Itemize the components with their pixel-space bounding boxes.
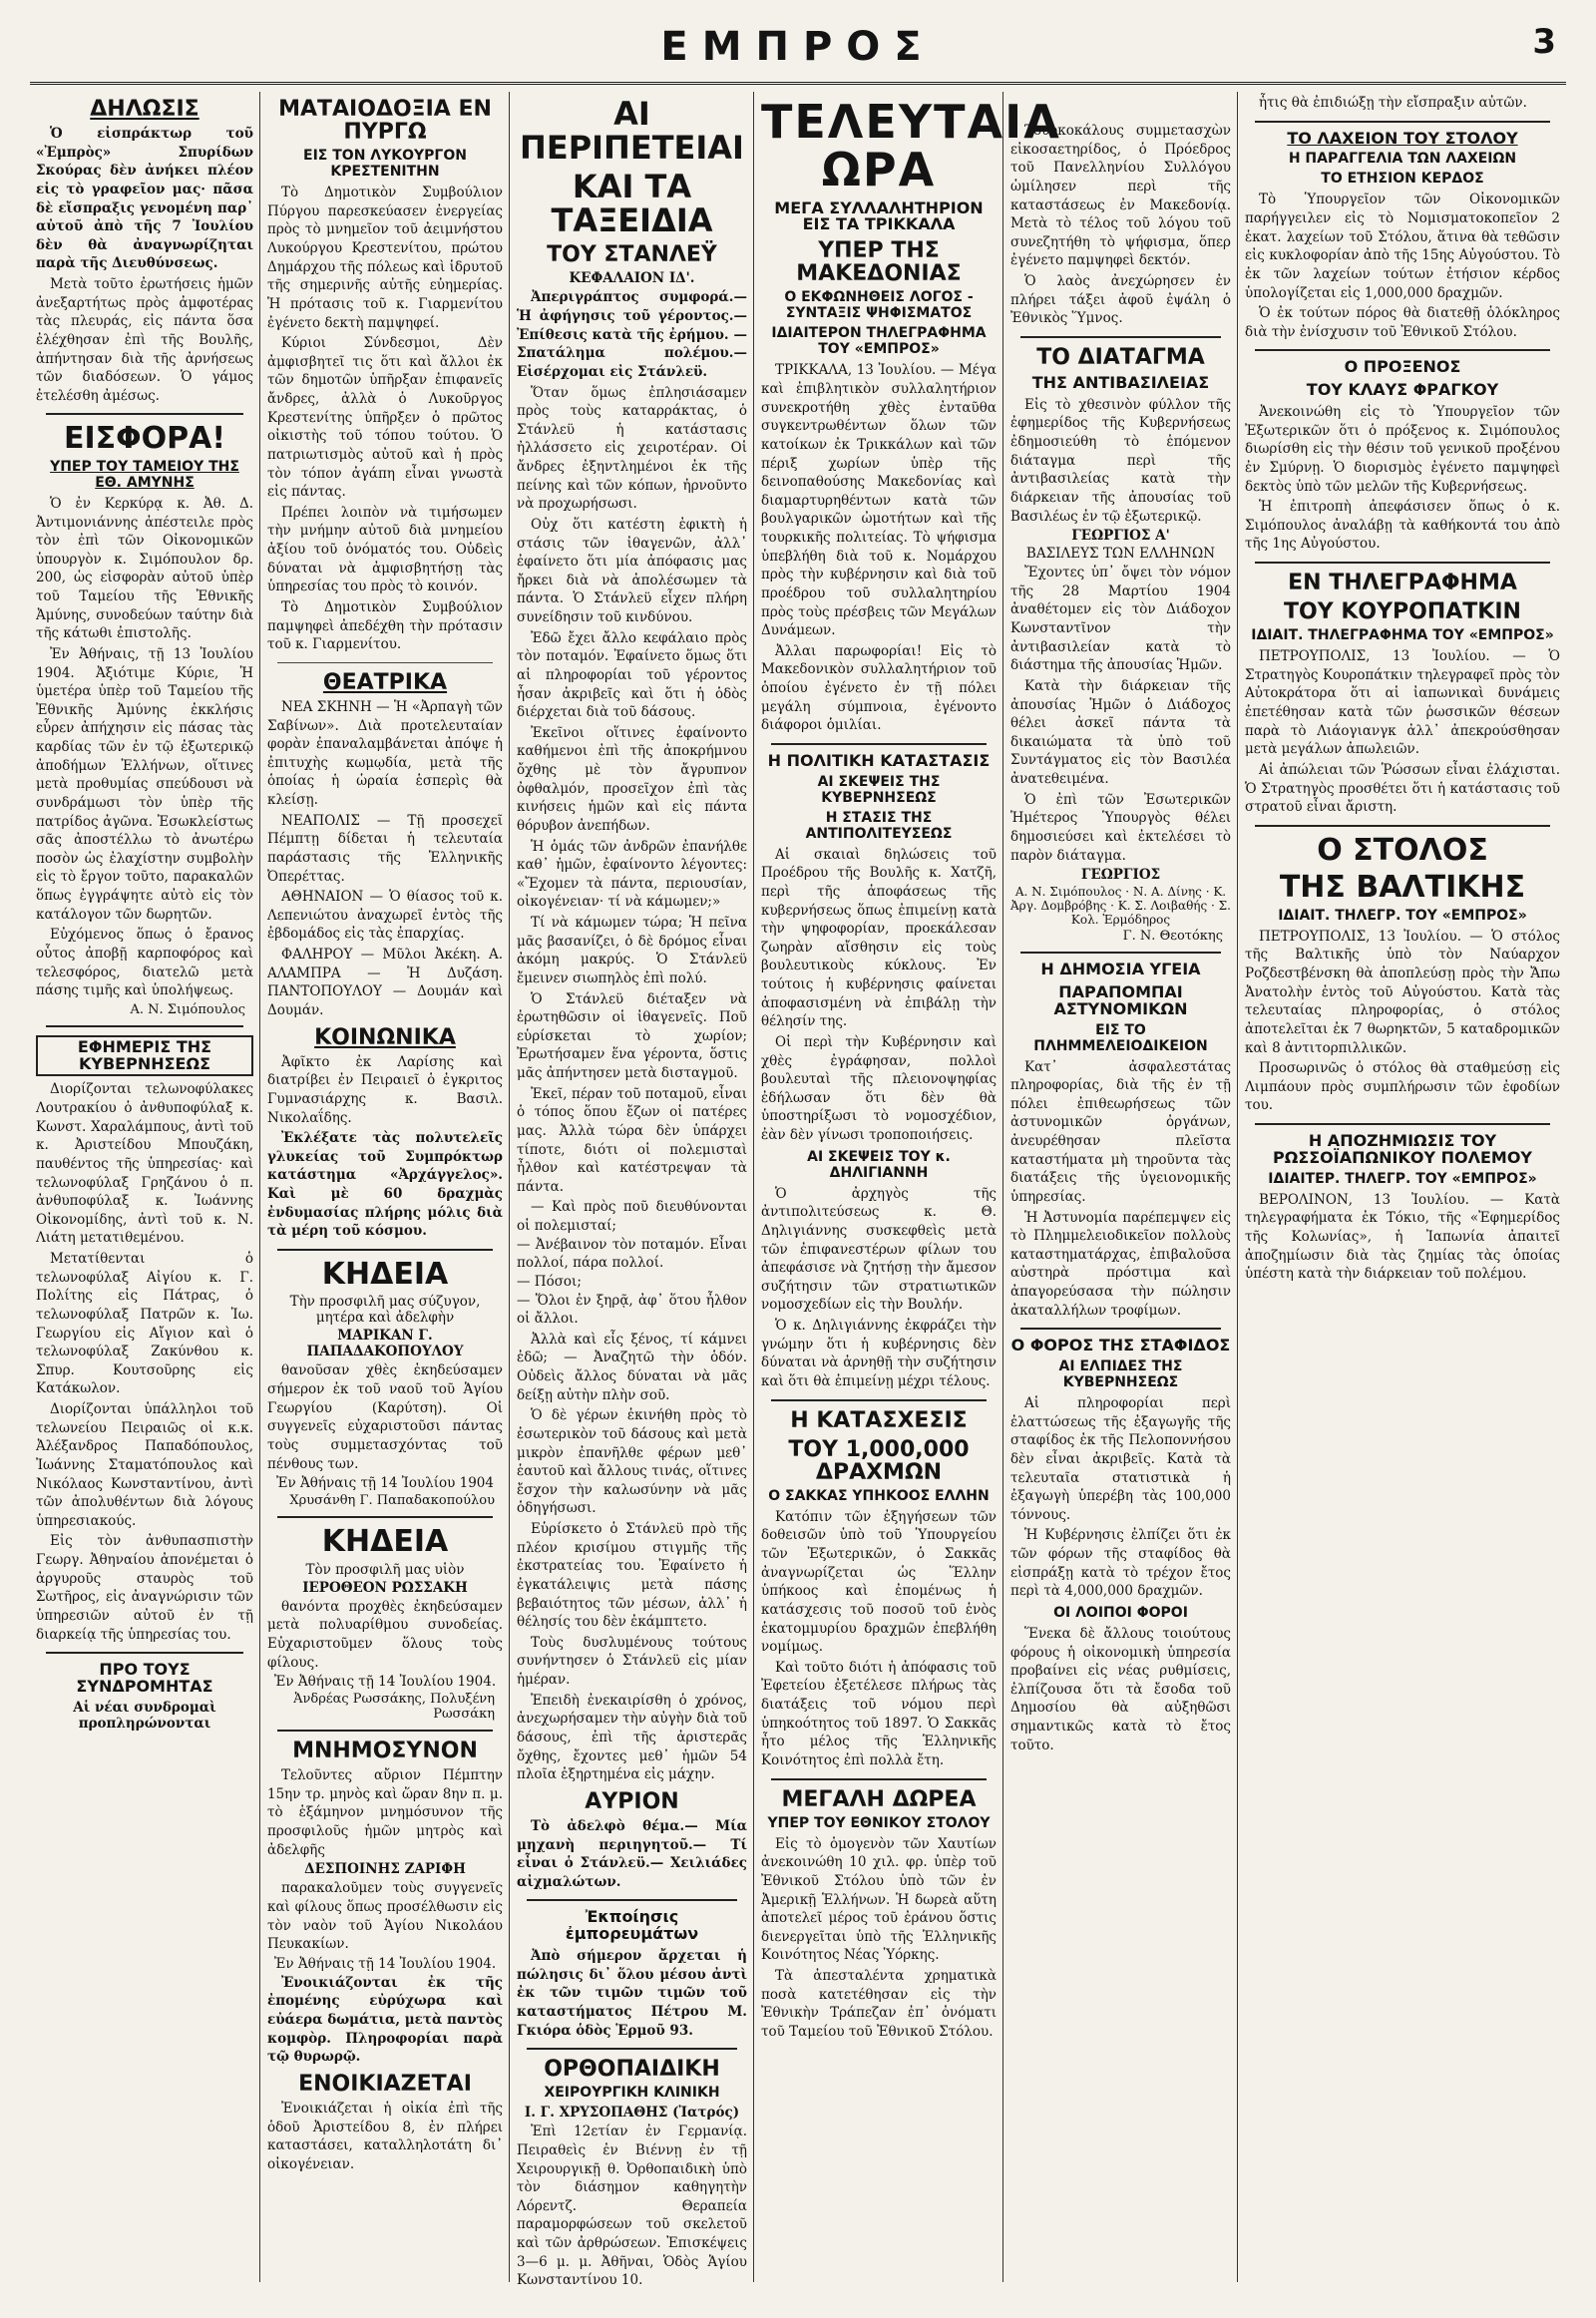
article-paragraph: Κατ᾽ ἀσφαλεστάτας πληροφορίας, διὰ τῆς ἐν τῇ πόλει ἐπιθεωρήσεως τῶν ἀστυνομικῶν ὀργάνων, ἀνευρέθησαν πλεῖστα καταστήματα μὴ τηροῦντα τὰς διατάξεις τῆς ὑγειονομικῆς ὑπηρεσίας. (1010, 1058, 1231, 1205)
separator (277, 1249, 493, 1251)
separator (46, 1025, 243, 1027)
article-paragraph: Ὁ Στάνλεϋ διέταξεν νὰ ἐρωτηθῶσιν οἱ ἰθαγενεῖς. Ποῦ εὑρίσκεται τὸ χωρίον; Ἐρωτήσαμεν ἕνα γέροντα, ὅστις μᾶς ἀπήντησεν μετὰ δισταγμοῦ. (517, 990, 747, 1082)
article-paragraph: Τουρκοκάλους συμμετασχὼν εἰκοσαετηρίδος, ὁ Πρόεδρος τοῦ Πανελληνίου Συλλόγου ὡμίλησεν περὶ τῆς καταστάσεως ἐν Μακεδονίᾳ. Μετὰ τὸ τέλος τοῦ λόγου τοῦ συνεζητήθη τὸ ψήφισμα, ὅπερ ἐγένετο παμψηφεὶ δεκτόν. (1010, 123, 1231, 269)
police-referrals-heading: ΠΑΡΑΠΟΜΠΑΙ ΑΣΤΥΝΟΜΙΚΩΝ (1053, 981, 1188, 1018)
funeral-date: Ἐν Ἀθήναις τῇ 14 Ἰουλίου 1904. (273, 1674, 497, 1691)
separator (1020, 1328, 1221, 1330)
lottery-heading: ΤΟ ΛΑΧΕΙΟΝ ΤΟΥ ΣΤΟΛΟΥ (1287, 128, 1518, 148)
memorial-text: παρακαλοῦμεν τοὺς συγγενεῖς καὶ φίλους ὅπως προσέλθωσιν εἰς τὸν ναὸν τοῦ Ἁγίου Νικολάου Πευκακίων. (267, 1880, 503, 1953)
serial-heading: ΤΟΥ ΣΤΑΝΛΕΫ (547, 242, 717, 268)
court-subheading: ΕΙΣ ΤΟ ΠΛΗΜΜΕΛΕΙΟΔΙΚΕΙΟΝ (1033, 1021, 1208, 1054)
contribution-subheading: ΥΠΕΡ ΤΟΥ ΤΑΜΕΙΟΥ ΤΗΣ ΕΘ. ΑΜΥΝΗΣ (50, 458, 239, 491)
separator (771, 743, 987, 745)
seizure-amount-heading: ΤΟΥ 1,000,000 ΔΡΑΧΜΩΝ (788, 1436, 970, 1485)
signature: ΓΕΩΡΓΙΟΣ (1080, 867, 1161, 884)
opposition-subheading: Η ΣΤΑΣΙΣ ΤΗΣ ΑΝΤΙΠΟΛΙΤΕΥΣΕΩΣ (805, 809, 953, 842)
separator (46, 1652, 243, 1654)
deligiannis-subheading: ΑΙ ΣΚΕΨΕΙΣ ΤΟΥ κ. ΔΗΛΙΓΙΑΝΝΗ (807, 1148, 951, 1181)
theater-heading: ΘΕΑΤΡΙΚΑ (322, 669, 448, 695)
seizure-heading: Η ΚΑΤΑΣΧΕΣΙΣ (790, 1407, 968, 1433)
article-paragraph: Ἡ ὁμάς τῶν ἀνδρῶν ἐπανήλθε καθ᾽ ἡμῶν, ἐφαίνοντο λέγοντες: «Ἔχομεν τὰ πάντα, περιουσίαν, οἰκογένειαν· τί νὰ κάμωμεν;» (517, 838, 747, 911)
article-paragraph: Ἀφῖκτο ἐκ Λαρίσης καὶ διατρίβει ἐν Πειραιεῖ ὁ ἐγκριτος Γυμνασιάρχης κ. Βασιλ. Νικολαΐδης. (267, 1053, 503, 1126)
chapter-label: ΚΕΦΑΛΑΙΟΝ ΙΔ'. (569, 270, 695, 287)
funeral-text: Τὴν προσφιλῆ μας σύζυγον, μητέρα καὶ ἀδελφὴν (289, 1294, 481, 1327)
column-rule (259, 92, 260, 2282)
article-paragraph: ΝΕΑΠΟΛΙΣ — Τῇ προσεχεῖ Πέμπτῃ δίδεται ἡ τελευταία παράστασις τῆς Ἑλληνικῆς Ὀπερέττας. (267, 812, 503, 885)
article-paragraph: Ἐκεῖ, πέραν τοῦ ποταμοῦ, εἶναι ὁ τόπος ὅπου ἔζων οἱ πατέρες μας. Ἀλλὰ τώρα δὲν ὑπάρχει τίποτε, διότι οἱ πολεμισταὶ ἦλθον καὶ κατέστρεψαν τὰ πάντα. (517, 1085, 747, 1195)
article-paragraph: Διορίζονται τελωνοφύλακες Λουτρακίου ὁ ἀνθυποφύλαξ κ. Κωνστ. Χαραλάμπους, ἀντὶ τοῦ κ. Ἀριστείδου Μπουζάκη, παυθέντος τῆς ὑπηρεσίας· καὶ τελωνοφύλαξ Γρηζάνου ὁ π. ἀνθυποφύλαξ κ. Ἰωάννης Οἰκονομίδης, ἀντὶ τοῦ κ. Ν. Λιάτη μετατιθεμένου. (36, 1081, 253, 1247)
for-rent-heading: ΕΝΟΙΚΙΑΖΕΤΑΙ (298, 2071, 472, 2097)
masthead (30, 18, 1566, 85)
article-paragraph: ΑΘΗΝΑΙΟΝ — Ὁ θίασος τοῦ κ. Λεπενιώτου ἀναχωρεῖ ἐντὸς τῆς ἑβδομάδος εἰς τὰς ἐπαρχίας. (267, 889, 503, 943)
article-paragraph: Ἡ Ἀστυνομία παρέπεμψεν εἰς τὸ Πλημμελειοδικεῖον πολλοὺς καταστηματάρχας, ἐπιβαλοῦσα αὐστηρὰ πρόστιμα καὶ ἀπαγορεύσασα τὴν πώλησιν ἀκαταλλήλων τροφίμων. (1010, 1209, 1231, 1319)
clinic-subheading: ΧΕΙΡΟΥΡΓΙΚΗ ΚΛΙΝΙΚΗ (544, 2085, 720, 2102)
last-hour-heading: ΤΕΛΕΥΤΑΙΑ ΩΡΑ (761, 95, 1061, 197)
separator (46, 413, 243, 415)
column-6 (1239, 92, 1566, 2282)
chapter-summary: Ἀπεριγράπτος συμφορά.— Ἡ ἀφήγησις τοῦ γέροντος.— Ἐπίθεσις κατὰ τῆς ἐρήμου. — Σπατάλημα πολέμου.— Εἰσέρχομαι εἰς Στάνλεϋ. (517, 289, 747, 380)
memorial-name: ΔΕΣΠΟΙΝΗΣ ΖΑΡΙΦΗ (304, 1861, 466, 1878)
signature: Γ. Ν. Θεοτόκης (1122, 929, 1223, 945)
article-paragraph: ΝΕΑ ΣΚΗΝΗ — Ἡ «Ἀρπαγὴ τῶν Σαβίνων». Διὰ προτελευταίαν φορὰν ἐπαναλαμβάνεται ἀπόψε ἡ ἐπιτυχὴς κωμῳδία, μετὰ τῆς ὁποίας ἡ ὡραία ἑσπερὶς θὰ κλείσῃ. (267, 698, 503, 809)
article-paragraph: Ὁ ἐπὶ τῶν Ἐσωτερικῶν Ἡμέτερος Ὑπουργὸς θέλει δημοσιεύσει καὶ ἐκτελέσει τὸ παρὸν διάταγμα. (1010, 791, 1231, 864)
separator (1255, 121, 1550, 123)
donation-heading: ΜΕΓΑΛΗ ΔΩΡΕΑ (781, 1786, 977, 1812)
separator (1255, 825, 1550, 827)
article-paragraph: Κατόπιν τῶν ἐξηγήσεων τῶν δοθεισῶν ὑπὸ τοῦ Ὑπουργείου τῶν Ἐξωτερικῶν, ὁ Σακκᾶς ἀναγνωρίζεται ὡς Ἕλλην ὑπήκοος καὶ ἐπομένως ἡ κατάσχεσις τοῦ ποσοῦ τοῦ ἑνὸς ἑκατομμυρίου δραχμῶν ἐπεβλήθη νομίμως. (761, 1508, 997, 1656)
separator (1255, 1123, 1550, 1125)
article-paragraph: ἧτις θὰ ἐπιδιώξῃ τὴν εἴσπραξιν αὐτῶν. (1259, 95, 1527, 111)
seizure-subheading: Ο ΣΑΚΚΑΣ ΥΠΗΚΟΟΣ ΕΛΛΗΝ (768, 1487, 990, 1504)
article-paragraph: Τὸ Δημοτικὸν Συμβούλιον Πύργου παρεσκεύασεν ἐνεργείας πρὸς τὸ μνημεῖον τοῦ ἀειμνήστου Λυκούργου Κρεστενίτου, πρώτου Δημάρχου τῆς πόλεως καὶ ἱδρυτοῦ τῆς σημερινῆς αὐτῆς εὐημερίας. Ἡ πρότασις τοῦ κ. Γιαρμενίτου ἐγένετο δεκτὴ παμψηφεί. (267, 185, 503, 331)
baltic-heading: ΤΗΣ ΒΑΛΤΙΚΗΣ (1279, 870, 1526, 906)
decree-heading: ΤΟ ΔΙΑΤΑΓΜΑ (1036, 344, 1205, 370)
tomorrow-heading: ΑΥΡΙΟΝ (585, 1788, 679, 1814)
funeral-heading: ΚΗΔΕΙΑ (321, 1524, 449, 1560)
memorial-date: Ἐν Ἀθήναις τῇ 14 Ἰουλίου 1904. (273, 1955, 497, 1972)
separator (771, 1399, 987, 1401)
column-rule (1237, 92, 1238, 2282)
subscribers-text: Αἱ νέαι συνδρομαὶ προπληρώνονται (73, 1699, 216, 1732)
donation-subheading: ΥΠΕΡ ΤΟΥ ΕΘΝΙΚΟΥ ΣΤΟΛΟΥ (767, 1814, 991, 1831)
article-paragraph: Εἰς τὸ ὁμογενὸν τῶν Χαυτίων ἀνεκοινώθη 10 χιλ. φρ. ὑπὲρ τοῦ Ἐθνικοῦ Στόλου ὑπὸ τῶν ἐν Ἀμερικῇ Ἑλλήνων. Ἡ δωρεὰ αὕτη ἀποτελεῖ μέρος τοῦ ἐράνου ὅστις διενεργεῖται ὑπὸ τῆς Ἑλληνικῆς Κοινότητος Νέας Ὑόρκης. (761, 1835, 997, 1964)
telegram-subheading: ΙΔΙΑΙΤΕΡ. ΤΗΛΕΓΡ. ΤΟΥ «ΕΜΠΡΟΣ» (1268, 1170, 1537, 1187)
raisin-tax-heading: Ο ΦΟΡΟΣ ΤΗΣ ΣΤΑΦΙΔΟΣ (1010, 1336, 1231, 1355)
serial-heading: ΚΑΙ ΤΑ ΤΑΞΕΙΔΙΑ (551, 168, 713, 239)
article-paragraph: Κύριοι Σύνδεσμοι, Δὲν ἀμφισβητεῖ τις ὅτι καὶ ἄλλοι ἐκ τῶν δημοτῶν ὑπῆρξαν ἐπιφανεῖς ἄνδρες, ἀλλὰ ὁ Λυκοῦργος Κρεστενίτης ὑπῆρξεν ὁ πρῶτος οἰκιστὴς τοῦ τόπου τούτου. Ὁ πατριωτισμὸς αὐτοῦ καὶ ἡ πρὸς τὸν τόπον ἀγάπη εἶναι γνωστὰ εἰς πάντας. (267, 335, 503, 501)
article-paragraph: Τί νὰ κάμωμεν τώρα; Ἡ πεῖνα μᾶς βασανίζει, ὁ δὲ δρόμος εἶναι ἀκόμη μακρύς. Ὁ Στάνλεϋ ἔμεινεν σιωπηλὸς ἐπὶ πολύ. (517, 915, 747, 986)
telegram-heading: ΕΝ ΤΗΛΕΓΡΑΦΗΜΑ (1288, 571, 1517, 596)
article-paragraph: Αἱ σκαιαὶ δηλώσεις τοῦ Προέδρου τῆς Βουλῆς κ. Χατζῆ, περὶ τῆς ἀποφάσεως τῆς κυβερνήσεως ὅπως ἐπιμείνῃ κατὰ τὴν ψηφοφορίαν, προεκάλεσαν ζωηρὰν αἴσθησιν εἰς τοὺς βουλευτικοὺς κύκλους. Ἐν τούτοις ἡ κυβέρνησις φαίνεται ἀποφασισμένη νὰ ἐπιβάλῃ τὴν θέλησίν της. (761, 846, 997, 1030)
article-paragraph: Τοὺς δυσλυμένους τούτους συνήντησεν ὁ Στάνλεϋ εἰς μίαν ἡμέραν. (517, 1634, 747, 1689)
funeral-name: ΜΑΡΙΚΑΝ Γ. ΠΑΠΑΔΑΚΟΠΟΥΛΟΥ (306, 1328, 464, 1360)
article-paragraph: ΠΕΤΡΟΥΠΟΛΙΣ, 13 Ἰουλίου. — Ὁ στόλος τῆς Βαλτικῆς ὑπὸ τὸν Ναύαρχον Ροζδεστβένσκη θὰ ἀποπλεύσῃ πρὸς τὴν Ἄπω Ἀνατολὴν ἐντὸς τοῦ Αὐγούστου. Κατὰ τὰς τελευταίας πληροφορίας, ὁ στόλος ἀποτελεῖται ἐκ 7 θωρηκτῶν, 5 καταδρομικῶν καὶ 8 ἀντιτορπιλλικῶν. (1245, 928, 1560, 1056)
funeral-text: Τὸν προσφιλῆ μας υἱὸν (305, 1561, 465, 1578)
public-health-heading: Η ΔΗΜΟΣΙΑ ΥΓΕΙΑ (1040, 960, 1201, 979)
article-paragraph: Ἐδῶ ἔχει ἄλλο κεφάλαιο πρὸς τὸν ποταμόν. Ἐφαίνετο ὅμως ὅτι αἱ πληροφορίαι τοῦ γέροντος ἦσαν ἀκριβεῖς καὶ ὅτι ἡ ὁδὸς διέρχεται διὰ τοῦ δάσους. (517, 629, 747, 721)
article-paragraph: Αἱ πληροφορίαι περὶ ἐλαττώσεως τῆς ἐξαγωγῆς τῆς σταφίδος ἐκ τῆς Πελοποννήσου δὲν εἶναι ἀκριβεῖς. Κατὰ τὰ τελευταῖα στατιστικὰ ἡ ἐξαγωγὴ ὑπερέβη τὰς 100,000 τόννους. (1010, 1395, 1231, 1523)
column-4 (755, 92, 1061, 2282)
article-paragraph: Ὁ λαὸς ἀνεχώρησεν ἐν πλήρει τάξει ἀφοῦ ἐψάλη ὁ Ἐθνικὸς Ὕμνος. (1010, 273, 1231, 327)
compensation-heading: Η ΑΠΟΖΗΜΙΩΣΙΣ ΤΟΥ ΡΩΣΣΟΪΑΠΩΝΙΚΟΥ ΠΟΛΕΜΟΥ (1272, 1131, 1533, 1167)
separator (771, 1778, 987, 1780)
article-paragraph: Κατὰ τὴν διάρκειαν τῆς ἀπουσίας Ἡμῶν ὁ Διάδοχος θέλει ἀσκεῖ πάντα τὰ δικαιώματα τὰ ὑπὸ τοῦ Συντάγματος εἰς τὸν Βασιλέα ἀνατεθειμένα. (1010, 677, 1231, 788)
article-paragraph: Ὁ ἐν Κερκύρᾳ κ. Ἀθ. Δ. Ἀντιμονιάννης ἀπέστειλε πρὸς τὸν ἐπὶ τῶν Οἰκονομικῶν ὑπουργὸν κ. Σιμόπουλον δρ. 200, ὡς εἰσφορὰν αὐτοῦ ὑπὲρ τοῦ Ταμείου τῆς Ἐθνικῆς Ἀμύνης, συνοδεύων ταύτην διὰ τῆς κάτωθι ἐπιστολῆς. (36, 495, 253, 642)
clinic-heading: ΟΡΘΟΠΑΙΔΙΚΗ (544, 2057, 720, 2083)
subscribers-heading: ΠΡΟ ΤΟΥΣ ΣΥΝΔΡΟΜΗΤΑΣ (76, 1660, 213, 1696)
sale-heading: Ἐκποίησις ἐμπορευμάτων (565, 1907, 699, 1944)
article-paragraph: Τὸ Δημοτικὸν Συμβούλιον παμψηφεὶ ἀπεδέχθη τὴν πρότασιν τοῦ κ. Γιαρμενίτου. (267, 598, 503, 653)
king-title: ΒΑΣΙΛΕΥΣ ΤΩΝ ΕΛΛΗΝΩΝ (1025, 546, 1216, 563)
regency-heading: ΤΗΣ ΑΝΤΙΒΑΣΙΛΕΙΑΣ (1031, 372, 1210, 392)
king-signature: ΓΕΩΡΓΙΟΣ Α' (1071, 528, 1170, 545)
telegram-subheading: ΙΔΙΑΙΤ. ΤΗΛΕΓΡΑΦΗΜΑ ΤΟΥ «ΕΜΠΡΟΣ» (1251, 627, 1554, 644)
columns-grid (30, 92, 1566, 2289)
funeral-date: Ἐν Ἀθήναις τῇ 14 Ἰουλίου 1904 (276, 1475, 494, 1492)
clinic-doctor: Ι. Γ. ΧΡΥΣΟΠΑΘΗΣ (Ἰατρός) (524, 2105, 740, 2122)
government-thoughts-subheading: ΑΙ ΣΚΕΨΕΙΣ ΤΗΣ ΚΥΒΕΡΝΗΣΕΩΣ (817, 773, 941, 806)
separator (1255, 562, 1550, 564)
for-rent-text: Ἐνοικιάζεται ἡ οἰκία ἐπὶ τῆς ὁδοῦ Ἀριστείδου 8, ἐν πλήρει καταστάσει, καταλληλοτάτη δι᾽ οἰκογένειαν. (267, 2101, 503, 2172)
signature: Α. Ν. Σιμόπουλος (130, 1001, 245, 1017)
telegram-subheading: ΙΔΙΑΙΤΕΡΟΝ ΤΗΛΕΓΡΑΦΗΜΑ ΤΟΥ «ΕΜΠΡΟΣ» (771, 325, 987, 358)
funeral-name: ΙΕΡΟΘΕΟΝ ΡΩΣΣΑΚΗ (302, 1579, 468, 1596)
article-paragraph: Εὐχόμενος ὅπως ὁ ἔρανος οὗτος ἀποβῇ καρποφόρος καὶ τελεσφόρος, διατελῶ μετὰ πάσης τιμῆς καὶ ὑπολήψεως. (36, 927, 253, 999)
memorial-text: Τελοῦντες αὔριον Πέμπτην 15ην τρ. μηνὸς καὶ ὥραν 8ην π. μ. τὸ ἑξάμηνον μνημόσυνον τῆς προσφιλοῦς ἡμῶν μητρὸς καὶ ἀδελφῆς (267, 1767, 503, 1858)
lottery-profit-subheading: ΤΟ ΕΤΗΣΙΟΝ ΚΕΡΔΟΣ (1321, 171, 1484, 188)
advertisement-text: Ἐκλέξατε τὰς πολυτελεῖς γλυκείας τοῦ Συμπρόκτωρ κατάστημα «Ἀρχάγγελος». Καὶ μὲ 60 δραχμὰς ἐνδυμασίας πλήρης μόλις διὰ τὰ μέρη τοῦ κόσμου. (267, 1130, 503, 1240)
separator (1020, 336, 1221, 338)
separator (277, 1730, 493, 1732)
article-paragraph: Προσωρινῶς ὁ στόλος θὰ σταθμεύσῃ εἰς Λιμπάουν πρὸς συμπλήρωσιν τῶν ἐφοδίων του. (1245, 1060, 1560, 1114)
dialogue-paragraph: — Καὶ πρὸς ποῦ διευθύνονται οἱ πολεμισταί; — Ἀνέβαινον τὸν ποταμόν. Εἶναι πολλοί, πάρα πολλοί. — Πόσοι; — Ὅλοι ἐν ξηρᾷ, ἀφ᾽ ὅτου ἦλθον οἱ ἄλλοι. (517, 1199, 747, 1328)
sale-text: Ἀπὸ σήμερον ἄρχεται ἡ πώλησις δι᾽ ὅλου μέσου ἀντὶ ἐκ τῶν τιμῶν τιμῶν τοῦ καταστήματος Πέτρου Μ. Γκιόρα ὁδὸς Ἑρμοῦ 93. (517, 1948, 747, 2039)
telegram-subheading: ΙΔΙΑΙΤ. ΤΗΛΕΓΡ. ΤΟΥ «ΕΜΠΡΟΣ» (1278, 907, 1527, 924)
funeral-text: θανόντα προχθὲς ἐκηδεύσαμεν μετὰ πολυαρίθμου συνοδείας. Εὐχαριστοῦμεν ὅλους τοὺς φίλους. (267, 1598, 503, 1671)
article-paragraph: Ἀνεκοινώθη εἰς τὸ Ὑπουργεῖον τῶν Ἐξωτερικῶν ὅτι ὁ πρόξενος κ. Σιμόπουλος διωρίσθη εἰς τὴν θέσιν τοῦ γενικοῦ προξένου ἐν Σμύρνῃ. Ὁ διορισμὸς ἐγένετο παμψηφεὶ δεκτὸς ὑπὸ τῶν μελῶν τῆς Κυβερνήσεως. (1245, 404, 1560, 495)
article-paragraph: Ὁ κ. Δηλιγιάννης ἐκφράζει τὴν γνώμην ὅτι ἡ κυβέρνησις δὲν δύναται νὰ ἀρνηθῇ τὴν συζήτησιν καὶ ὅτι θὰ ἐπιμείνῃ μέχρι τέλους. (761, 1318, 997, 1389)
rally-heading: ΜΕΓΑ ΣΥΛΛΑΛΗΤΗΡΙΟΝ ΕΙΣ ΤΑ ΤΡΙΚΚΑΛΑ (774, 197, 984, 234)
article-paragraph: ΤΡΙΚΚΑΛΑ, 13 Ἰουλίου. — Μέγα καὶ ἐπιβλητικὸν συλλαλητήριον συνεκροτήθη χθὲς ἐνταῦθα συγκεντρωθέντων ὅλων τῶν κατοίκων ἐκ Τρικκάλων καὶ τῶν πέριξ χωρίων ὑπὲρ τῆς δεινοπαθούσης Μακεδονίας καὶ διαμαρτυρηθέντων κατὰ τῶν βουλγαρικῶν ὠμοτήτων καὶ τῆς τουρκικῆς πολιτείας. Τὸ ψήφισμα ὑπεβλήθη διὰ τοῦ κ. Νομάρχου πρὸς τὴν κυβέρνησιν καὶ διὰ τοῦ προέδρου τοῦ συλλαλητηρίου πρὸς τοὺς πρέσβεις τῶν Μεγάλων Δυνάμεων. (761, 362, 997, 639)
article-paragraph: ΦΑΛΗΡΟΥ — Μῦλοι Ἀκέκη. Α. ΑΛΑΜΠΡΑ — Ἡ Δυζάση. ΠΑΝΤΟΠΟΥΛΟΥ — Δουμάν καὶ Δουμάν. (267, 947, 503, 1018)
column-rule (509, 92, 510, 2282)
article-paragraph: Ὅταν ὅμως ἐπλησιάσαμεν πρὸς τοὺς καταρράκτας, ὁ Στάνλεϋ ἡ κατάστασις ἠλλάσσετο εἰς χειροτέραν. Οἱ ἄνδρες ἐξηντλημένοι ἐκ τῆς πείνης καὶ τῶν κόπων, ἠρνοῦντο νὰ προχωρήσωσι. (517, 384, 747, 513)
column-5 (1004, 92, 1237, 2282)
article-paragraph: Πρέπει λοιπὸν νὰ τιμήσωμεν τὴν μνήμην αὐτοῦ διὰ μνημείου ἀξίου τοῦ ὀνόματός του. Οὐδεὶς δύναται νὰ ἀμφισβητήσῃ τὰς ὑπηρεσίας του πρὸς τὸ κοινόν. (267, 504, 503, 595)
separator (527, 2048, 737, 2050)
announcement-heading: ΔΗΛΩΣΙΣ (90, 97, 200, 122)
separator (1255, 349, 1550, 351)
advertisement-text: Ἐνοικιάζονται ἐκ τῆς ἐπομένης εὐρύχωρα καὶ εὐάερα δωμάτια, μετὰ παντὸς κομφὸρ. Πληροφορίαι παρὰ τῷ θυρωρῷ. (267, 1974, 503, 2066)
separator (1020, 952, 1221, 954)
article-paragraph: Ἕνεκα δὲ ἄλλους τοιούτους φόρους ἡ οἰκονομικὴ ὑπηρεσία προβαίνει εἰς νέας ρυθμίσεις, ἐλπίζουσα ὅτι τὰ ἔσοδα τοῦ Δημοσίου θὰ αὐξηθῶσι σημαντικῶς κατὰ τὸ ἔτος τοῦτο. (1010, 1625, 1231, 1753)
article-paragraph: Οἱ περὶ τὴν Κυβέρνησιν καὶ χθὲς ἐγράφησαν, πολλοὶ βουλευταὶ τῆς πλειονοψηφίας ἐδήλωσαν ὅτι δὲν θὰ ὑποστηρίξωσι τὸ νομοσχέδιον, ἐὰν δὲν γίνωσι τροποποιήσεις. (761, 1033, 997, 1144)
article-paragraph: Οὐχ ὅτι κατέστη ἐφικτὴ ἡ στάσις τῶν ἰθαγενῶν, ἀλλ᾽ ἐφαίνετο ὅτι μία ἀπόφασις μας ἤρκει διὰ νὰ ἀπολέσωμεν τὰ πάντα. Ὁ Στάνλεϋ εἶχεν πλήρη συνείδησιν τοῦ κινδύνου. (517, 516, 747, 626)
signature: Χρυσάνθη Γ. Παπαδακοπούλου (289, 1493, 495, 1509)
newspaper-page (30, 18, 1566, 2289)
article-paragraph: Εἰς τὸ χθεσινὸν φύλλον τῆς ἐφημερίδος τῆς Κυβερνήσεως ἐδημοσιεύθη τὸ ἑπόμενον διάταγμα περὶ τῆς ἀντιβασιλείας κατὰ τὴν διάρκειαν τῆς ἀπουσίας τοῦ Βασιλέως ἐν τῷ ἐξωτερικῷ. (1010, 396, 1231, 525)
article-paragraph: Ἡ ἐπιτροπὴ ἀπεφάσισεν ὅπως ὁ κ. Σιμόπουλος ἀναλάβῃ τὰ καθήκοντά του ἀπὸ τῆς 1ης Αὐγούστου. (1245, 499, 1560, 553)
article-paragraph: ΠΕΤΡΟΥΠΟΛΙΣ, 13 Ἰουλίου. — Ὁ Στρατηγὸς Κουροπάτκιν τηλεγραφεῖ πρὸς τὸν Αὐτοκράτορα ὅτι αἱ ἰαπωνικαὶ δυνάμεις ἐπετέθησαν κατὰ τῶν ῥωσσικῶν θέσεων παρὰ τὸ Λιάογιανγκ ἀλλ᾽ ἀπεκρούσθησαν μετὰ μεγάλων ἀπωλειῶν. (1245, 648, 1560, 758)
column-2 (261, 92, 509, 2282)
column-3 (511, 92, 753, 2289)
separator (277, 1516, 493, 1518)
article-paragraph: Ἐν Ἀθήναις, τῇ 13 Ἰουλίου 1904. Ἀξιότιμε Κύριε, Ἡ ὑμετέρα ὑπὲρ τοῦ Ταμείου τῆς Ἐθνικῆς Ἀμύνης ἐκκλήσις εὗρεν ἀπήχησιν εἰς πάσας τὰς καρδίας τῶν ἐν τῷ ἐξωτερικῷ ἀποδήμων Ἑλλήνων, οἵτινες μετὰ προθυμίας σπεύδουσι νὰ συνδράμωσι τὸν ὑπὲρ τῆς πατρίδος ἀγῶνα. Ἐσωκλείστως σᾶς ἀποστέλλω τὸ ἀνωτέρω ποσὸν ὡς ἐλαχίστην συμβολὴν εἰς τὸ ἔργον τοῦτο, παρακαλῶν ὅπως ἐγγράψητε αὐτὸ εἰς τὸν κατάλογον τῶν δωρητῶν. (36, 645, 253, 923)
article-paragraph: Εἰς τὸν ἀνθυπασπιστὴν Γεωργ. Ἀθηναίου ἀπονέμεται ὁ ἀργυροῦς σταυρὸς τοῦ Σωτῆρος, εἰς ἀναγνώρισιν τῶν ὑπηρεσιῶν αὐτοῦ ἐν τῇ διαρκείᾳ τῆς ὑπηρεσίας του. (36, 1533, 253, 1643)
kuropatkin-heading: ΤΟΥ ΚΟΥΡΟΠΑΤΚΙΝ (1284, 599, 1521, 625)
column-rule (1002, 92, 1003, 2282)
article-paragraph: Μετατίθενται ὁ τελωνοφύλαξ Αἰγίου κ. Γ. Πολίτης εἰς Πάτρας, ὁ τελωνοφύλαξ Πατρῶν κ. Ἰω. Γεωργίου εἰς Αἴγιον καὶ ὁ τελωνοφύλαξ Ζακύνθου κ. Σπυρ. Κουτσοῦρης εἰς Κατάκωλον. (36, 1251, 253, 1397)
article-paragraph: ΒΕΡΟΛΙΝΟΝ, 13 Ἰουλίου. — Κατὰ τηλεγραφήματα ἐκ Τόκιο, τῆς «Ἐφημερίδος τῆς Κολωνίας», ἡ Ἰαπωνία ἀπαιτεῖ ἀποζημίωσιν διὰ τὰς ζημίας τὰς ὁποίας ὑπέστη κατὰ τὴν διάρκειαν τοῦ πολέμου. (1245, 1191, 1560, 1283)
signature: Ἀνδρέας Ρωσσάκης, Πολυξένη Ρωσσάκη (293, 1692, 495, 1723)
government-gazette-heading: ΕΦΗΜΕΡΙΣ ΤΗΣ ΚΥΒΕΡΝΗΣΕΩΣ (36, 1035, 253, 1077)
serial-heading: ΑΙ ΠΕΡΙΠΕΤΕΙΑΙ (520, 95, 744, 167)
memorial-heading: ΜΝΗΜΟΣΥΝΟΝ (292, 1738, 478, 1764)
article-paragraph: Μετὰ τοῦτο ἐρωτήσεις ἡμῶν ἀνεξαρτήτως πρὸς ἀμφοτέρας τὰς πλευράς, εἰς πάντα ὅσα ἐλέχθησαν ἐπὶ τῆς Βουλῆς, ἀπήντησαν διὰ τῆς ἀρνήσεως τῶν διαδόσεων. Ὁ γάμος ἐτελέσθη ἀμέσως. (36, 276, 253, 404)
column-1 (30, 92, 259, 2282)
funeral-text: θανοῦσαν χθὲς ἐκηδεύσαμεν σήμερον ἐκ τοῦ ναοῦ τοῦ Ἁγίου Γεωργίου (Καρύτση). Οἱ συγγενεῖς εὐχαριστοῦσι πάντας τοὺς συμμετασχόντας τοῦ πένθους των. (267, 1362, 503, 1472)
article-paragraph: Ἐκεῖνοι οἵτινες ἐφαίνοντο καθήμενοι ἐπὶ τῆς ἀποκρήμνου ὄχθης μὲ τὸν ἄγρυπνον ὀφθαλμόν, προσεῖχον ἐπὶ τὰς κινήσεις ἡμῶν καὶ εἰς πάντα θόρυβον ἀνεπήδων. (517, 724, 747, 834)
other-taxes-subheading: ΟΙ ΛΟΙΠΟΙ ΦΟΡΟΙ (1053, 1604, 1188, 1621)
article-paragraph: Αἱ ἀπώλειαι τῶν Ῥώσσων εἶναι ἐλάχισται. Ὁ Στρατηγὸς προσθέτει ὅτι ἡ κατάστασις τοῦ στρατοῦ εἶναι ἄριστη. (1245, 761, 1560, 816)
article-paragraph: Ἐπειδὴ ἐνεκαιρίσθη ὁ χρόνος, ἀνεχωρήσαμεν τὴν αὐγὴν διὰ τοῦ δάσους, ἐπὶ τῆς ἀριστερᾶς ὄχθης, ἔχοντες μεθ᾽ ἡμῶν 54 πλοῖα ἐξηρτημένα εἰς μάχην. (517, 1692, 747, 1783)
clinic-text: Ἐπὶ 12ετίαν ἐν Γερμανίᾳ. Πειραθεὶς ἐν Βιέννῃ ἐν τῇ Χειρουργικῇ θ. Ὀρθοπαιδικὴ ὑπὸ τὸν διάσημον καθηγητὴν Λόρεντζ. Θεραπεία παραμορφώσεων τοῦ σκελετοῦ καὶ τῶν ἀρθρώσεων. Ἐπισκέψεις 3—6 μ. μ. Ἀθῆναι, Ὁδὸς Ἁγίου Κωνσταντίνου 10. (517, 2124, 747, 2289)
contribution-heading: ΕΙΣΦΟΡΑ! (63, 421, 226, 457)
article-paragraph: Ὁ ἀρχηγὸς τῆς ἀντιπολιτεύσεως κ. Θ. Δηλιγιάννης συσκεφθεὶς μετὰ τῶν ἐπιφανεστέρων φίλων του ἀπεφάσισε νὰ ζητήσῃ τὴν ἄμεσον συζήτησιν τῶν στρατιωτικῶν νομοσχεδίων εἰς τὴν Βουλήν. (761, 1185, 997, 1314)
article-paragraph: Εὑρίσκετο ὁ Στάνλεϋ πρὸ τῆς πλέον κρισίμου στιγμῆς τῆς ἐκστρατείας του. Ἐφαίνετο ἡ ἐγκατάλειψις μετὰ πάσης βεβαιότητος τῶν μέσων, ἀλλ᾽ ἡ θέλησίς του δὲν ἐκάμπτετο. (517, 1521, 747, 1631)
tomorrow-summary: Τὸ ἀδελφὸ θέμα.— Μία μηχανὴ περιηγητοῦ.— Τί εἶναι ὁ Στάνλεϋ.— Χειλιάδες αἰχμαλώτων. (517, 1817, 747, 1890)
macedonia-heading: ΥΠΕΡ ΤΗΣ ΜΑΚΕΔΟΝΙΑΣ (796, 238, 962, 287)
social-heading: ΚΟΙΝΩΝΙΚΑ (314, 1024, 456, 1050)
article-paragraph: Ὁ ἐκ τούτων πόρος θὰ διατεθῇ ὁλόκληρος διὰ τὴν ἐνίσχυσιν τοῦ Ἐθνικοῦ Στόλου. (1245, 305, 1560, 340)
article-paragraph: Τὸ Ὑπουργεῖον τῶν Οἰκονομικῶν παρήγγειλεν εἰς τὸ Νομισματοκοπεῖον 2 ἑκατ. λαχείων τοῦ Στόλου, ἅτινα θὰ τεθῶσιν εἰς κυκλοφορίαν ἀπὸ τῆς 15ης Αὐγούστου. Τὸ ἐκ τῶν λαχείων τούτων ἐτήσιον κέρδος ὑπολογίζεται εἰς 1,000,000 δραχμῶν. (1245, 192, 1560, 301)
consul-heading: Ο ΠΡΟΞΕΝΟΣ (1344, 357, 1461, 377)
article-paragraph: Τὰ ἀπεσταλέντα χρηματικὰ ποσὰ κατετέθησαν εἰς τὴν Ἐθνικὴν Τράπεζαν ἐπ᾽ ὀνόματι τοῦ Ταμείου τοῦ Ἐθνικοῦ Στόλου. (761, 1968, 997, 2040)
article-paragraph: Ἀλλὰ καὶ εἶς ξένος, τί κάμνει ἐδῶ; — Ἀναζητῶ τὴν ὁδόν. Οὐδεὶς ἄλλος δύναται νὰ μᾶς δείξῃ αὐτὴν πλὴν σοῦ. (517, 1331, 747, 1403)
article-paragraph: Ὁ δὲ γέρων ἐκινήθη πρὸς τὸ ἐσωτερικὸν τοῦ δάσους καὶ μετὰ μικρὸν ἐπανῆλθε φέρων μεθ᾽ ἑαυτοῦ καὶ ἄλλους τινάς, οἵτινες ἔσχον τὴν καλωσύνην νὰ μᾶς ὁδηγήσωσι. (517, 1407, 747, 1517)
article-subheading: ΕΙΣ ΤΟΝ ΛΥΚΟΥΡΓΟΝ ΚΡΕΣΤΕΝΙΤΗΝ (303, 148, 467, 181)
fleet-heading: Ο ΣΤΟΛΟΣ (1317, 832, 1488, 868)
article-heading: ΜΑΤΑΙΟΔΟΞΙΑ ΕΝ ΠΥΡΓΩ (278, 97, 492, 146)
political-heading: Η ΠΟΛΙΤΙΚΗ ΚΑΤΑΣΤΑΣΙΣ (767, 750, 991, 770)
separator (527, 1899, 737, 1901)
separator (277, 662, 493, 663)
article-paragraph: Καὶ τοῦτο διότι ἡ ἀπόφασις τοῦ Ἐφετείου ἐξετέλεσε πλήρως τὰς διατάξεις τοῦ νόμου περὶ ὑπηκοότητος τοῦ 1897. Ὁ Σακκᾶς ἦτο μέλος τῆς Ἑλληνικῆς Κοινότητος ἐπὶ πολλὰ ἔτη. (761, 1659, 997, 1768)
speech-subheading: Ο ΕΚΦΩΝΗΘΕΙΣ ΛΟΓΟΣ - ΣΥΝΤΑΞΙΣ ΨΗΦΙΣΜΑΤΟΣ (784, 289, 974, 322)
newspaper-title: ΕΜΠΡΟΣ (660, 24, 936, 70)
lottery-subheading: Η ΠΑΡΑΓΓΕΛΙΑ ΤΩΝ ΛΑΧΕΙΩΝ (1288, 151, 1517, 168)
article-paragraph: Ἔχοντες ὑπ᾽ ὄψει τὸν νόμον τῆς 28 Μαρτίου 1904 ἀναθέτομεν εἰς τὸν Διάδοχον Κωνσταντῖνον τὴν ἀντιβασιλείαν κατὰ τὸ διάστημα τῆς ἀπουσίας Ἡμῶν. (1010, 565, 1231, 674)
announcement-text: Ὁ εἰσπράκτωρ τοῦ «Ἐμπρὸς» Σπυρίδων Σκούρας δὲν ἀνήκει πλέον εἰς τὸ γραφεῖον μας· πᾶσα δὲ εἴσπραξις γενομένη παρ᾽ αὐτοῦ ἀπὸ τῆς 7 Ἰουλίου δὲν θὰ ἀναγνωρίζηται παρὰ τῆς Διευθύνσεως. (36, 126, 253, 272)
consul-subheading: ΤΟΥ ΚΛΑΥΣ ΦΡΑΓΚΟΥ (1306, 380, 1499, 400)
page-number: 3 (1532, 22, 1556, 62)
article-paragraph: Ἀλλαι παρωφορίαι! Εἰς τὸ Μακεδονικὸν συλλαλητήριον τοῦ ὁποίου ἐγένετο ἐν τῇ πόλει μεγάλη σύμπνοια, ἐγένοντο διάφοροι ὁμιλίαι. (761, 642, 997, 734)
column-rule (753, 92, 754, 2282)
article-paragraph: Διορίζονται ὑπάλληλοι τοῦ τελωνείου Πειραιῶς οἱ κ.κ. Ἀλέξανδρος Παπαδόπουλος, Ἰωάννης Σταματόπουλος καὶ Νικόλαος Κωνσταντίνου, ἀντὶ τῶν ἀπολυθέντων διὰ λόγους ὑπηρεσιακούς. (36, 1401, 253, 1529)
article-paragraph: Ἡ Κυβέρνησις ἐλπίζει ὅτι ἐκ τῶν φόρων τῆς σταφίδος θὰ εἰσπράξῃ κατὰ τὸ τρέχον ἔτος περὶ τὰ 4,000,000 δραχμῶν. (1010, 1527, 1231, 1600)
ministers-list: Α. Ν. Σιμόπουλος · Ν. Α. Δίνης · Κ. Ἀργ. Δομβρόβης · Κ. Σ. Λοιβαθής · Σ. Κολ. Ἐρμόδηρος (1010, 885, 1231, 928)
government-hopes-subheading: ΑΙ ΕΛΠΙΔΕΣ ΤΗΣ ΚΥΒΕΡΝΗΣΕΩΣ (1058, 1358, 1183, 1391)
funeral-heading: ΚΗΔΕΙΑ (321, 1256, 449, 1292)
